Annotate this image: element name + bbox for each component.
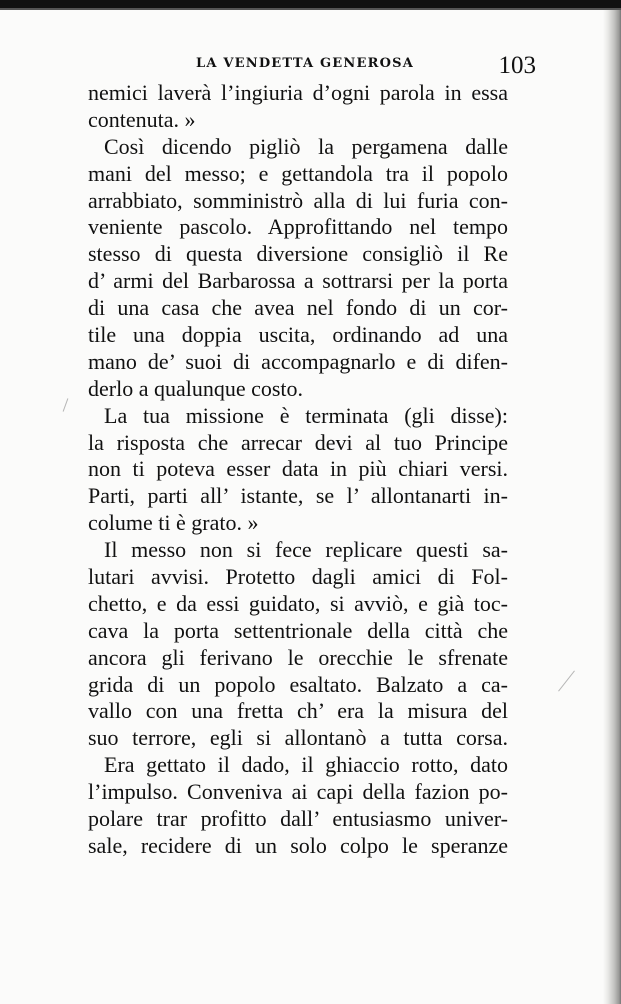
text-line: Il messo non si fece replicare questi sa- — [104, 537, 508, 563]
text-line: La tua missione è terminata (gli disse): — [104, 402, 508, 428]
running-title: LA VENDETTA GENEROSA — [196, 56, 415, 71]
text-line: suo terrore, egli si allontanò a tutta corsa. — [88, 725, 508, 751]
text-line: derlo a qualunque costo. — [88, 375, 304, 401]
text-line: polare trar profitto dall’ entusiasmo univer- — [88, 806, 508, 832]
text-line: l’impulso. Conveniva ai capi della fazion po- — [88, 779, 508, 805]
text-line: chetto, e da essi guidato, si avviò, e già toc- — [88, 590, 508, 616]
text-line: di una casa che avea nel fondo di un cor- — [88, 295, 508, 321]
text-line: ancora gli ferivano le orecchie le sfrenate — [88, 644, 508, 670]
text-line: nemici laverà l’ingiuria d’ogni parola in essa — [88, 80, 508, 105]
text-line: grida di un popolo esaltato. Balzato a ca- — [88, 671, 508, 697]
text-line: cava la porta settentrionale della città che — [88, 617, 508, 643]
text-line: mani del messo; e gettandola tra il popolo — [88, 160, 508, 186]
text-line: vallo con una fretta ch’ era la misura del — [88, 698, 508, 724]
page-number: 103 — [498, 52, 536, 79]
text-line: stesso di questa diversione consigliò il Re — [88, 241, 508, 267]
paper-scratch — [558, 670, 575, 691]
text-line: mano de’ suoi di accompagnarlo e di difen- — [88, 348, 508, 374]
body-text — [88, 80, 508, 860]
text-line: Parti, parti all’ istante, se l’ allontanarti in- — [88, 483, 508, 509]
page-gutter-shadow — [603, 10, 621, 1004]
scan-top-border — [0, 0, 621, 12]
text-line: Così dicendo pigliò la pergamena dalle — [104, 133, 508, 159]
text-line: contenuta. » — [88, 106, 196, 132]
text-line: veniente pascolo. Approfittando nel tempo — [88, 214, 508, 240]
paper-scratch — [63, 398, 69, 411]
text-line: tile una doppia uscita, ordinando ad una — [88, 322, 508, 348]
text-line: arrabbiato, somministrò alla di lui furia con- — [88, 187, 508, 213]
text-line: non ti poteva esser data in più chiari versi. — [88, 456, 508, 482]
text-line: sale, recidere di un solo colpo le speranze — [88, 832, 508, 858]
text-line: lutari avvisi. Protetto dagli amici di Fol- — [88, 564, 508, 590]
text-line: colume ti è grato. » — [88, 510, 259, 536]
running-header — [88, 52, 536, 79]
text-line: d’ armi del Barbarossa a sottrarsi per la porta — [88, 268, 508, 294]
text-line: Era gettato il dado, il ghiaccio rotto, dato — [104, 752, 508, 778]
text-line: la risposta che arrecar devi al tuo Principe — [88, 429, 508, 455]
